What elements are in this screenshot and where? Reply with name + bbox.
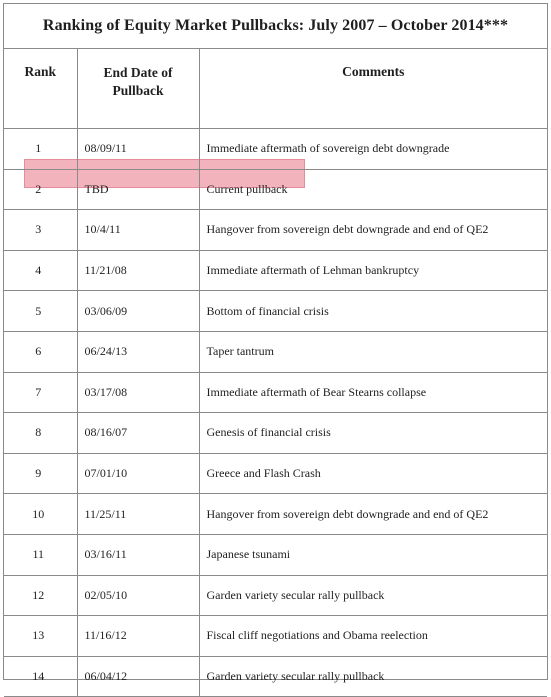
end-date-cell: 07/01/10	[77, 453, 199, 494]
table-row	[4, 372, 547, 413]
table-body	[4, 129, 547, 697]
table-row	[4, 250, 547, 291]
pullback-ranking-table	[4, 48, 547, 697]
comment-cell: Hangover from sovereign debt downgrade and end of QE2	[199, 210, 547, 251]
comment-cell: Immediate aftermath of Bear Stearns collapse	[199, 372, 547, 413]
end-date-cell: 11/21/08	[77, 250, 199, 291]
comment-cell: Current pullback	[199, 169, 547, 210]
end-date-cell: 11/25/11	[77, 494, 199, 535]
end-date-cell: TBD	[77, 169, 199, 210]
rank-cell: 14	[4, 656, 77, 697]
table-row	[4, 616, 547, 657]
comment-cell: Taper tantrum	[199, 331, 547, 372]
rank-cell: 11	[4, 534, 77, 575]
end-date-cell: 06/24/13	[77, 331, 199, 372]
table-title: Ranking of Equity Market Pullbacks: July 2007 – October 2014***	[4, 4, 547, 49]
table-row	[4, 656, 547, 697]
end-date-cell: 03/16/11	[77, 534, 199, 575]
header-rank: Rank	[4, 48, 77, 129]
rank-cell: 2	[4, 169, 77, 210]
end-date-cell: 03/06/09	[77, 291, 199, 332]
comment-cell: Japanese tsunami	[199, 534, 547, 575]
comment-cell: Garden variety secular rally pullback	[199, 656, 547, 697]
rank-cell: 3	[4, 210, 77, 251]
header-comments: Comments	[199, 48, 547, 129]
rank-cell: 13	[4, 616, 77, 657]
table-row-highlighted	[4, 169, 547, 210]
comment-cell: Fiscal cliff negotiations and Obama reelection	[199, 616, 547, 657]
table-row	[4, 331, 547, 372]
table-row	[4, 210, 547, 251]
end-date-cell: 08/16/07	[77, 413, 199, 454]
end-date-cell: 11/16/12	[77, 616, 199, 657]
rank-cell: 7	[4, 372, 77, 413]
rank-cell: 12	[4, 575, 77, 616]
rank-cell: 4	[4, 250, 77, 291]
table-row	[4, 494, 547, 535]
comment-cell: Genesis of financial crisis	[199, 413, 547, 454]
table-row	[4, 129, 547, 170]
comment-cell: Hangover from sovereign debt downgrade and end of QE2	[199, 494, 547, 535]
table-row	[4, 413, 547, 454]
rank-cell: 10	[4, 494, 77, 535]
comment-cell: Immediate aftermath of sovereign debt downgrade	[199, 129, 547, 170]
pullback-ranking-table-frame	[3, 3, 548, 684]
rank-cell: 8	[4, 413, 77, 454]
comment-cell: Garden variety secular rally pullback	[199, 575, 547, 616]
table-row	[4, 575, 547, 616]
header-row	[4, 48, 547, 129]
comment-cell: Immediate aftermath of Lehman bankruptcy	[199, 250, 547, 291]
rank-cell: 5	[4, 291, 77, 332]
rank-cell: 1	[4, 129, 77, 170]
header-end-date: End Date of Pullback	[77, 48, 199, 129]
rank-cell: 6	[4, 331, 77, 372]
table-row	[4, 534, 547, 575]
rank-cell: 9	[4, 453, 77, 494]
end-date-cell: 06/04/12	[77, 656, 199, 697]
comment-cell: Greece and Flash Crash	[199, 453, 547, 494]
end-date-cell: 02/05/10	[77, 575, 199, 616]
comment-cell: Bottom of financial crisis	[199, 291, 547, 332]
table-row	[4, 291, 547, 332]
table-row	[4, 453, 547, 494]
end-date-cell: 03/17/08	[77, 372, 199, 413]
end-date-cell: 10/4/11	[77, 210, 199, 251]
end-date-cell: 08/09/11	[77, 129, 199, 170]
